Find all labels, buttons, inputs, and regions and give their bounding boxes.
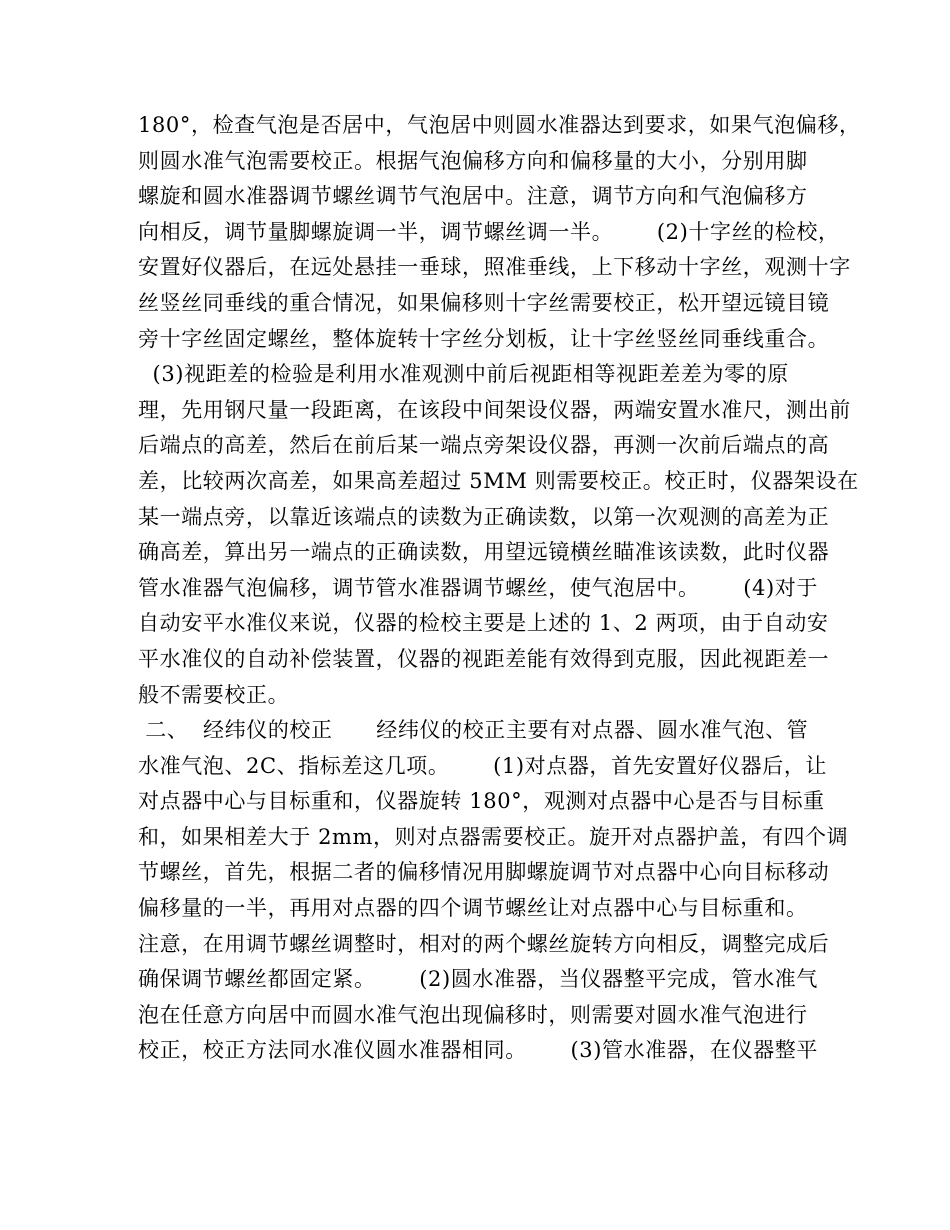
text-line: 校正，校正方法同水准仪圆水准器相同。 (3)管水准器，在仪器整平: [138, 1038, 818, 1063]
text-line: 确保调节螺丝都固定紧。 (2)圆水准器，当仪器整平完成，管水准气: [138, 967, 818, 992]
text-line: 偏移量的一半，再用对点器的四个调节螺丝让对点器中心与目标重和。: [138, 896, 808, 921]
text-line: 对点器中心与目标重和，仪器旋转 180°，观测对点器中心是否与目标重: [138, 789, 825, 814]
text-line: 般不需要校正。: [138, 682, 290, 707]
text-line: 螺旋和圆水准器调节螺丝调节气泡居中。注意，调节方向和气泡偏移方: [138, 184, 808, 209]
text-line: 180°，检查气泡是否居中，气泡居中则圆水准器达到要求，如果气泡偏移，: [138, 113, 861, 137]
text-line: 泡在任意方向居中而圆水准气泡出现偏移时，则需要对圆水准气泡进行: [138, 1002, 808, 1027]
text-line: 向相反，调节量脚螺旋调一半，调节螺丝调一半。 (2)十字丝的检校，: [138, 219, 840, 244]
text-line: (3)视距差的检验是利用水准观测中前后视距相等视距差差为零的原: [138, 362, 789, 387]
text-line: 自动安平水准仪来说，仪器的检校主要是上述的 1、2 两项，由于自动安: [138, 611, 829, 636]
text-line: 和，如果相差大于 2mm，则对点器需要校正。旋开对点器护盖，有四个调: [138, 824, 849, 849]
text-line: 安置好仪器后，在远处悬挂一垂球，照准垂线，上下移动十字丝，观测十字: [138, 255, 851, 280]
text-line: 旁十字丝固定螺丝，整体旋转十字丝分划板，让十字丝竖丝同垂线重合。: [138, 326, 830, 351]
text-line: 注意，在用调节螺丝调整时，相对的两个螺丝旋转方向相反，调整完成后: [138, 931, 830, 956]
document-body: [138, 108, 861, 1069]
text-line: 水准气泡、2C、指标差这几项。 (1)对点器，首先安置好仪器后，让: [138, 753, 828, 778]
text-line: 则圆水准气泡需要校正。根据气泡偏移方向和偏移量的大小，分别用脚: [138, 148, 808, 173]
text-line: 某一端点旁，以靠近该端点的读数为正确读数，以第一次观测的高差为正: [138, 504, 830, 529]
text-line: 丝竖丝同垂线的重合情况，如果偏移则十字丝需要校正，松开望远镜目镜: [138, 290, 830, 315]
text-line: 管水准器气泡偏移，调节管水准器调节螺丝，使气泡居中。 (4)对于: [138, 575, 818, 600]
text-line: 节螺丝，首先，根据二者的偏移情况用脚螺旋调节对点器中心向目标移动: [138, 860, 830, 885]
text-line: 平水准仪的自动补偿装置，仪器的视距差能有效得到克服，因此视距差一: [138, 646, 830, 671]
text-line: 后端点的高差，然后在前后某一端点旁架设仪器，再测一次前后端点的高: [138, 433, 830, 458]
text-line: 差，比较两次高差，如果高差超过 5MM 则需要校正。校正时，仪器架设在: [138, 468, 859, 493]
text-line: 理，先用钢尺量一段距离，在该段中间架设仪器，两端安置水准尺，测出前: [138, 397, 851, 422]
section-heading-line: 二、 经纬仪的校正 经纬仪的校正主要有对点器、圆水准气泡、管: [138, 718, 809, 743]
text-line: 确高差，算出另一端点的正确读数，用望远镜横丝瞄准该读数，此时仪器: [138, 540, 830, 565]
